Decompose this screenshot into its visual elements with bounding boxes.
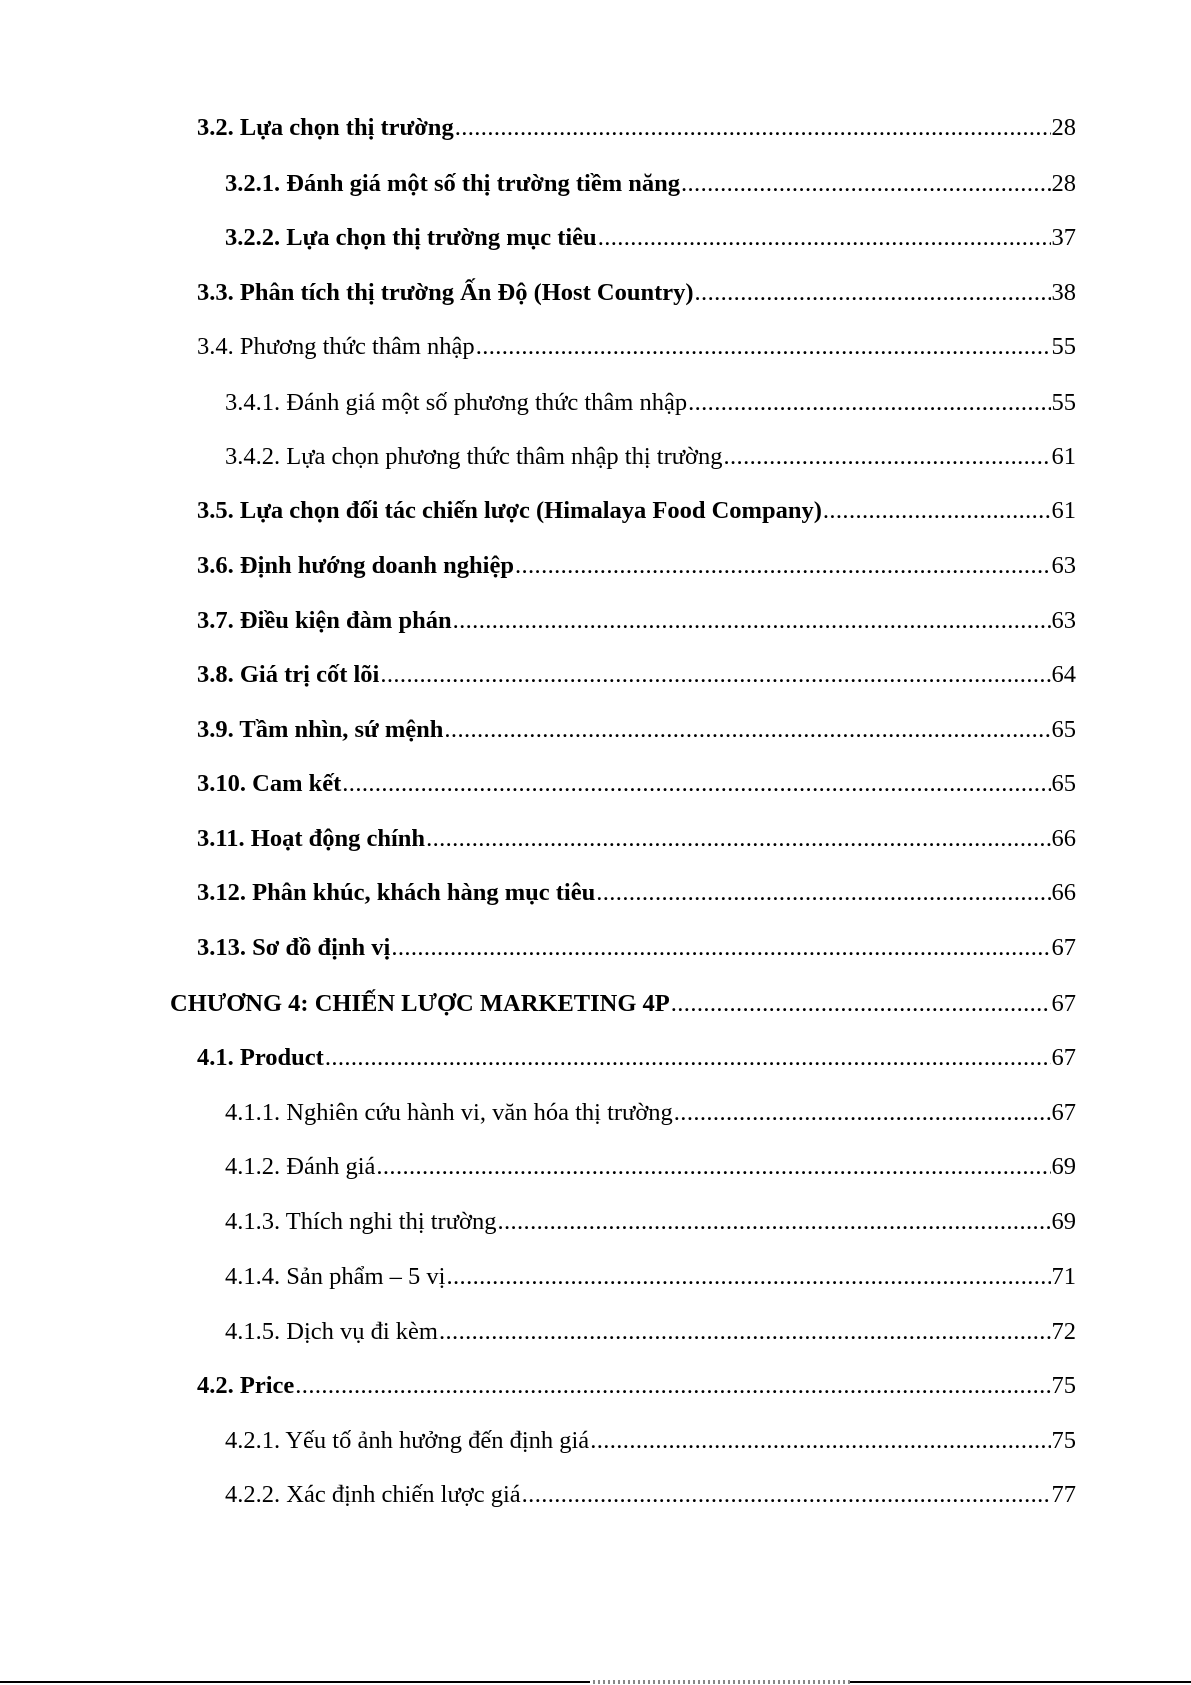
dot-leader xyxy=(522,1478,1051,1512)
toc-entry-title: 3.3. Phân tích thị trường Ấn Độ (Host Country) xyxy=(197,279,694,306)
toc-entry-page: 61 xyxy=(1051,497,1076,524)
toc-entry[interactable] xyxy=(197,276,1076,310)
toc-entry[interactable] xyxy=(197,876,1076,910)
toc-entry-title: 3.5. Lựa chọn đối tác chiến lược (Himalaya Food Company) xyxy=(197,497,822,524)
toc-entry-page: 28 xyxy=(1051,170,1076,197)
dot-leader xyxy=(455,111,1051,145)
toc-entry-page: 69 xyxy=(1051,1153,1076,1180)
toc-entry-page: 65 xyxy=(1051,770,1076,797)
toc-entry-title: 4.1. Product xyxy=(197,1044,324,1071)
toc-entry-title: 3.4.1. Đánh giá một số phương thức thâm nhập xyxy=(225,389,688,416)
toc-entry[interactable] xyxy=(197,767,1076,801)
toc-entry[interactable] xyxy=(225,1096,1076,1130)
toc-entry-page: 37 xyxy=(1051,224,1076,251)
dot-leader xyxy=(444,713,1050,747)
dot-leader xyxy=(688,386,1050,420)
toc-entry-title: 4.1.4. Sản phẩm – 5 vị xyxy=(225,1263,446,1290)
dot-leader xyxy=(380,658,1050,692)
toc-entry-title: CHƯƠNG 4: CHIẾN LƯỢC MARKETING 4P xyxy=(170,990,670,1017)
toc-entry-page: 67 xyxy=(1051,934,1076,961)
toc-entry-page: 63 xyxy=(1051,552,1076,579)
toc-entry-title: 3.4.2. Lựa chọn phương thức thâm nhập thị trường xyxy=(225,443,723,470)
toc-entry-page: 75 xyxy=(1051,1372,1076,1399)
dot-leader xyxy=(596,876,1050,910)
dot-leader xyxy=(453,604,1051,638)
dot-leader xyxy=(476,330,1051,364)
toc-entry-title: 3.6. Định hướng doanh nghiệp xyxy=(197,552,514,579)
toc-entry[interactable] xyxy=(197,1369,1076,1403)
toc-entry-page: 75 xyxy=(1051,1427,1076,1454)
toc-entry[interactable] xyxy=(225,221,1076,255)
toc-entry[interactable] xyxy=(197,111,1076,145)
toc-entry[interactable] xyxy=(225,440,1076,474)
toc-entry-page: 28 xyxy=(1051,114,1076,141)
dot-leader xyxy=(598,221,1051,255)
dot-leader xyxy=(681,167,1051,201)
toc-entry-page: 67 xyxy=(1051,1099,1076,1126)
toc-entry-page: 71 xyxy=(1051,1263,1076,1290)
toc-entry[interactable] xyxy=(225,1424,1076,1458)
toc-entry[interactable] xyxy=(197,604,1076,638)
toc-entry-page: 61 xyxy=(1051,443,1076,470)
toc-entry[interactable] xyxy=(197,713,1076,747)
toc-entry[interactable] xyxy=(197,1041,1076,1075)
toc-entry-title: 3.9. Tầm nhìn, sứ mệnh xyxy=(197,716,444,743)
toc-entry-title: 3.13. Sơ đồ định vị xyxy=(197,934,391,961)
toc-entry-page: 63 xyxy=(1051,607,1076,634)
toc-entry-title: 4.2.2. Xác định chiến lược giá xyxy=(225,1481,521,1508)
toc-entry-title: 4.2. Price xyxy=(197,1372,295,1399)
toc-entry-page: 67 xyxy=(1051,1044,1076,1071)
toc-entry-chapter[interactable] xyxy=(170,987,1076,1021)
toc-entry-page: 66 xyxy=(1051,879,1076,906)
toc-entry-title: 4.2.1. Yếu tố ảnh hưởng đến định giá xyxy=(225,1427,590,1454)
dot-leader xyxy=(590,1424,1050,1458)
toc-entry-title: 3.2.1. Đánh giá một số thị trường tiềm năng xyxy=(225,170,680,197)
toc-entry[interactable] xyxy=(197,330,1076,364)
dot-leader xyxy=(426,822,1050,856)
toc-entry-title: 4.1.2. Đánh giá xyxy=(225,1153,376,1180)
dot-leader xyxy=(325,1041,1051,1075)
toc-entry-title: 4.1.5. Dịch vụ đi kèm xyxy=(225,1318,438,1345)
toc-entry-page: 55 xyxy=(1051,389,1076,416)
toc-entry[interactable] xyxy=(197,822,1076,856)
toc-entry[interactable] xyxy=(225,1260,1076,1294)
dot-leader xyxy=(695,276,1051,310)
toc-entry-title: 4.1.3. Thích nghi thị trường xyxy=(225,1208,497,1235)
toc-entry[interactable] xyxy=(225,1205,1076,1239)
dot-leader xyxy=(391,931,1050,965)
toc-entry-title: 3.12. Phân khúc, khách hàng mục tiêu xyxy=(197,879,596,906)
toc-entry[interactable] xyxy=(197,931,1076,965)
dot-leader xyxy=(515,549,1051,583)
dot-leader xyxy=(342,767,1050,801)
toc-entry[interactable] xyxy=(225,1315,1076,1349)
dot-leader xyxy=(447,1260,1051,1294)
toc-entry-page: 64 xyxy=(1051,661,1076,688)
toc-entry[interactable] xyxy=(197,494,1076,528)
toc-entry[interactable] xyxy=(197,549,1076,583)
dot-leader xyxy=(295,1369,1050,1403)
dot-leader xyxy=(497,1205,1050,1239)
toc-entry[interactable] xyxy=(225,386,1076,420)
toc-entry-title: 3.8. Giá trị cốt lõi xyxy=(197,661,380,688)
toc-entry[interactable] xyxy=(197,658,1076,692)
toc-entry-page: 38 xyxy=(1051,279,1076,306)
toc-entry-title: 3.2. Lựa chọn thị trường xyxy=(197,114,454,141)
toc-entry[interactable] xyxy=(225,1150,1076,1184)
dot-leader xyxy=(376,1150,1050,1184)
dot-leader xyxy=(823,494,1051,528)
toc-entry-title: 3.2.2. Lựa chọn thị trường mục tiêu xyxy=(225,224,597,251)
toc-entry-page: 67 xyxy=(1051,990,1076,1017)
toc-entry-title: 3.7. Điều kiện đàm phán xyxy=(197,607,452,634)
toc-entry[interactable] xyxy=(225,1478,1076,1512)
toc-entry-title: 3.10. Cam kết xyxy=(197,770,342,797)
toc-entry-page: 72 xyxy=(1051,1318,1076,1345)
dot-leader xyxy=(439,1315,1051,1349)
toc-entry[interactable] xyxy=(225,167,1076,201)
toc-entry-page: 66 xyxy=(1051,825,1076,852)
toc-entry-title: 3.4. Phương thức thâm nhập xyxy=(197,333,475,360)
toc-entry-title: 4.1.1. Nghiên cứu hành vi, văn hóa thị trường xyxy=(225,1099,673,1126)
toc-entry-page: 65 xyxy=(1051,716,1076,743)
dot-leader xyxy=(674,1096,1051,1130)
dot-leader xyxy=(724,440,1051,474)
toc-entry-page: 69 xyxy=(1051,1208,1076,1235)
toc-entry-title: 3.11. Hoạt động chính xyxy=(197,825,426,852)
toc-entry-page: 77 xyxy=(1051,1481,1076,1508)
page-bottom-rule-break xyxy=(590,1680,850,1684)
dot-leader xyxy=(671,987,1051,1021)
toc-entry-page: 55 xyxy=(1051,333,1076,360)
